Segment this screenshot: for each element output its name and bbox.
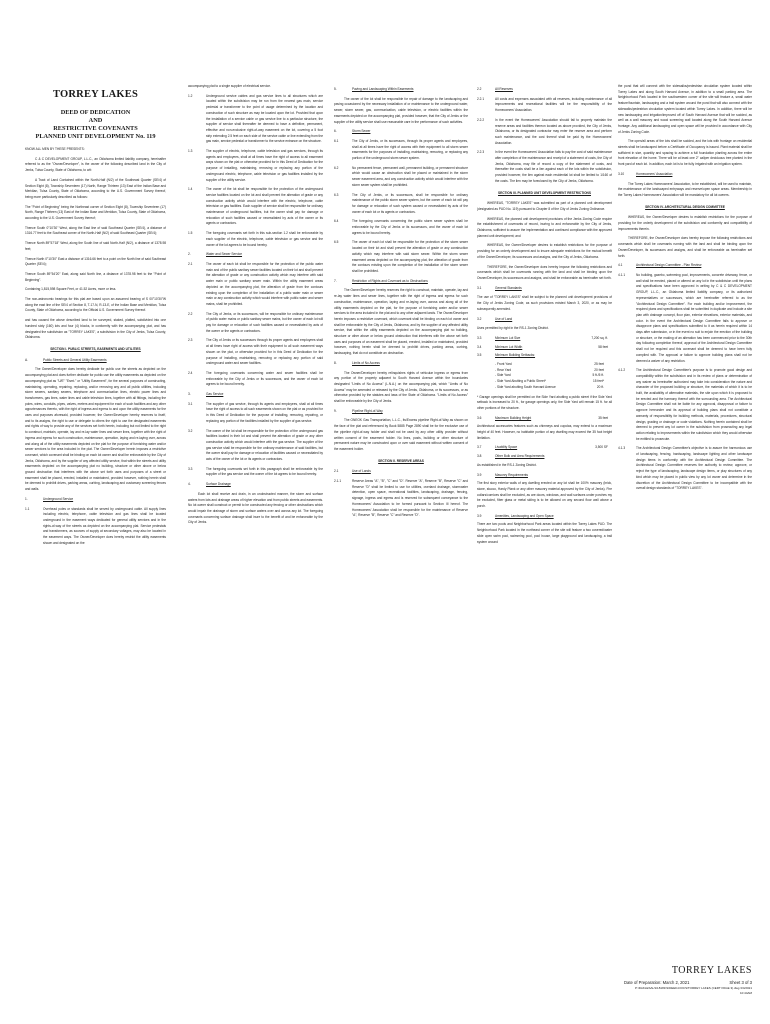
section-number: 1. (25, 496, 28, 501)
paragraph: The Torrey Lakes Homeowners' Association, to be established, will be used to maintain, the maintenance of the landscaped entryways and reserve/open space areas. Membership in the Torrey Lakes Homeowners' Association will be mandatory for all lot owners. (618, 181, 752, 197)
section-title: Use of Lands (352, 469, 371, 474)
paragraph: KNOW ALL MEN BY THESE PRESENTS: (25, 147, 85, 151)
section-number: 3.9 (477, 513, 482, 518)
subsection-text: In the event the Homeowners' Association should fail to properly maintain the reserve areas and facilities thereon located as above provided, the City of Jenks, Oklahoma, or its designated contractor may enter the reserve area and perform such maintenance, and the cost thereof shall be paid by the Homeowners' Association. (495, 117, 612, 145)
section-header (188, 252, 323, 258)
column-1 (25, 84, 166, 550)
section-heading: SECTION IV. ARCHITECTURAL DESIGN COMMITTEE (645, 204, 725, 209)
paragraph: WHEREAS, "TORREY LAKES" was submitted as part of a planned unit development (designated as PUD No. 119) pursuant to Chapter 8 of the City of Jenks Zoning Ordinance. (477, 201, 612, 211)
paragraph: Uses permitted by right in the RS-1 Zoning District. (477, 326, 549, 331)
subsection (334, 139, 468, 162)
paragraph: Thence South 89°54'20" East, along said North line, a distance of 1378.98 feet to the "Point of Beginning". (25, 271, 166, 282)
subsection-text: The Architectural Design Committee's purpose is to promote good design and compatibility within the subdivision and in its review of plans or determination of any waiver as hereinafter authorized may take into consideration the nature and character of the proposed building or structure, the materials of which it is to be built, the availability of alternative materials, the site upon which it is proposed to be erected and the harmony thereof with the surrounding area. The Architectural Design Committee shall not be liable for any approval, disapproval or failure to approve hereunder and its approval of building plans shall not constitute a warranty of responsibility for building methods, materials, procedures, structural design, grading or drainage or code violations. Nothing herein contained shall be deemed to prevent any lot owner in the subdivision from prosecuting any legal action relating to improvements within the subdivision which they would otherwise be entitled to prosecute. (636, 368, 752, 441)
setback-value: 20 feet (594, 367, 604, 372)
subsection-number: 1.5 (188, 231, 193, 236)
section-title: Public Streets and General Utility Easements (43, 357, 107, 362)
subsection-text: No permanent fence, permanent wall, permanent building, or permanent structure which would cause an obstruction shall be placed or maintained in the storm sewer easement area, and any construction activity which would interfere with the storm sewer system shall be prohibited. (352, 165, 468, 187)
setback-label: - Side Yard abutting South Harvard Avenue (495, 384, 556, 389)
paragraph: As established in the RS-1 Zoning District. (477, 462, 537, 467)
file-reference: P:\DAKLESALS\18181\S\DEED-DOCS\TORREY LAKES (CERT PAGE 3).dwg 3/4/2021 10:44AM (635, 986, 752, 995)
setback-label: - Side Yard Abutting a Public Street* (495, 379, 546, 384)
section-number: 3.7 (477, 445, 482, 450)
subsection-text: The owner of each lot shall be responsible for the protection of the public water main and of the public sanitary sewer facilities located on their lot and shall prevent the alteration of grade or any construction activity which may interfere with said water main or public sanitary sewer main. Within the utility easement areas depicted on the accompanying plat, the alteration of grade from the contours existing upon the completion of the installation of a public water main or sewer main or any construction activity which would interfere with public water and sewer mains, shall be prohibited. (206, 261, 323, 306)
subsection-number: 1.1 (25, 506, 30, 511)
subsection-number: 6.1 (334, 138, 339, 143)
section-header (618, 172, 752, 178)
paragraph: THEREFORE, the Owner/Developer does hereby impose the following restrictions and covenants which shall be covenants running with the land and shall be binding upon the Owner/Developer, its successors and assigns, and shall be enforceable as hereinafter set forth. (477, 264, 612, 280)
subsection-number: 4.1.2 (618, 368, 626, 373)
subsection-text: The foregoing covenants concerning the public storm sewer system shall be enforceable by the City of Jenks or its successors, and the owner of each lot agrees to be bound hereby. (352, 219, 468, 235)
subsection-number: 2.2.2 (477, 117, 485, 122)
section-title: General Standards (495, 285, 522, 290)
setback-row (495, 385, 612, 391)
subsection-number: 3.2 (188, 428, 193, 433)
subsection (25, 507, 166, 547)
requirement-value: 7,200 sq. ft. (591, 335, 608, 340)
section-title: Underground Service (43, 496, 74, 501)
section-number: 5. (334, 87, 337, 91)
subsection-text: The City of Jenks, or its successors, through its proper agents and employees, shall at all times have the right of access with their equipment to all storm sewer easements for the purposes of installing, maintaining, removing, or replacing any portion of the underground storm sewer system. (352, 138, 468, 161)
subsection (188, 371, 323, 388)
paragraph: The Owner/Developer hereby reserves the right to construct, maintain, operate, lay and re-lay water lines and sewer lines, together with the right of ingress and egress for such construction, maintenance, operation, laying and re-laying over, across and along all of the utility easements depicted on the plat, for the purpose of furnishing water and/or sewer services to the area included in the plat and to any other adjacent lands. The Owner/Developer herein imposes a restrictive covenant, which covenant shall be binding on each lot owner and shall be enforceable by the City of Jenks, Oklahoma, and by the supplier of any affected utility service, that within the utility easements depicted on the accompanying plat no building, structure or other above or below ground obstruction that interferes with the above set forth uses and purposes of an easement shall be placed, erected, installed or maintained, provided however, nothing herein shall be deemed to prohibit drives, parking areas, curbing, landscaping, that do not constitute an obstruction. (334, 288, 468, 356)
paragraph: The Owner/Developer does hereby dedicate for public use the streets as depicted on the accompanying plat and does further dedicate for public use the utility easements as depicted on the accompanying plat as "U/E" "Esmt." or "Utility Easement", for the several purposes of constructing, maintaining, operating, repairing, replacing, and/or removing any and all public utilities, including storm sewers, sanitary sewers, telephone and communication lines, electric power lines and transformers, gas lines, water lines and cable television lines, together with all fittings, including the poles, wires, conduits, pipes, valves, meters and equipment for each of such facilities and any other appurtenances thereto, with the right of ingress and egress to and upon the utility easements for the uses and purposes aforesaid, provided however, the Owner/Developer hereby reserves to itself, and to its assigns, the right to use or delegate to others the right to use the designated easements and rights of way to provide any of the services set forth herein, including but not limited to the right to construct, maintain, operate, lay and re-lay water lines and sewer lines, together with the right of ingress and egress for such construction, maintenance, operation, laying and re-laying over, across and along all of the utility easements depicted on the plat for the purpose of furnishing water and/or sewer services to the area included in the plat. The Owner/Developer herein imposes a restrictive covenant, which covenant shall be binding on each lot owner and shall be enforceable by the City of Jenks, Oklahoma, and by the supplier of any affected utility service, that within the streets and utility easements depicted on the accompanying plat no building, structure or other above or below ground obstruction that interferes with the above set forth uses and purposes of a street or easement shall be placed, erected, installed or maintained, provided however, nothing herein shall be deemed to prohibit drives, parking areas, curbing, landscaping and customary screening fences and walls. (25, 367, 166, 492)
setback-label: - Front Yard (495, 362, 512, 367)
subsection-text: The supplier of electric, telephone, cable television and gas services, through its agents and employees, shall at all times have the right of access to all easement ways shown on the plat or otherwise provided for in this Deed of Dedication for the purpose of installing, maintaining, removing or replacing any portion of the underground electric, telephone, cable television or gas facilities installed by the supplier of the utility service. (206, 149, 323, 182)
section-header (334, 279, 468, 285)
section-number: 3.5 (477, 353, 482, 358)
section-number: 6. (334, 129, 337, 134)
subsection-number: 2.2 (188, 311, 193, 316)
requirement-row (477, 514, 612, 520)
section-number: 3.1 (477, 285, 482, 290)
section-number: 3.9 (477, 472, 482, 477)
paragraph: WHEREAS, the planned unit development provisions of the Jenks Zoning Code require the establishment of covenants of record, inuring to and enforceable by the City of Jenks, Oklahoma, sufficient to assure the implementation and continued compliance with the approved planned unit development; and (477, 216, 612, 238)
paragraph: Architectural accessories features such as chimneys and cupolas, may extend to a maximum height of 40 feet. However, no habitable portion of any dwelling may exceed the 35 foot height limitation. (477, 424, 612, 440)
subsection-number: 6.5 (334, 240, 339, 245)
section-header (25, 497, 166, 503)
section-title: Surface Drainage (206, 482, 231, 487)
requirement-label: Amenities, Landscaping and Open Space (495, 513, 554, 518)
document-subtitle: DEED OF DEDICATION (60, 109, 131, 116)
section-number: 3.8 (477, 454, 482, 459)
section-header (334, 361, 468, 367)
paragraph: accompanying plat to a single supplier of electrical service. (188, 84, 271, 88)
requirement-row (477, 473, 612, 479)
requirement-row (477, 445, 612, 451)
section-title: Pipeline Right-of-Way (352, 408, 383, 413)
requirement-label: Other Bulk and Area Requirements (495, 454, 545, 459)
paragraph: Thence North 89°57'18" West, along the South line of said North-Half (N/2), a distance of 1378.98 feet; (25, 241, 166, 251)
subsection-text: The foregoing covenants set forth in this paragraph shall be enforceable by the supplier of the gas service and the owner of the lot agrees to be bound hereby. (206, 466, 323, 477)
section-title: Use of Land (495, 316, 513, 321)
paragraph: The "Point of Beginning" being the Northeast corner of Section Eight (8), Township Seventeen (17) North, Range Thirteen (13) East of the Indian Base and Meridian, Tulsa County, State of Oklahoma, according to the U.S. Government Survey thereof; (25, 204, 166, 221)
subsection (188, 262, 323, 308)
paragraph: the pond that will connect with the sidewalks/pedestrian circulation system located within Torrey Lakes and along South Harvard Avenue, in addition to a small parking area. The Neighborhood Park located in the southwestern corner of the site will feature a, small water feature/fountain, landscaping and a trail system around the pond that will also connect with the sidewalks/pedestrian circulation system located within Torrey Lakes. In addition, there will be new landscaping and irrigation/improved off of South Harvard Avenue that will be sodded, as well as a wall masonry and wood screening wall located along the South Harvard Avenue frontage. Any additional landscaping and open space will be provided in accordance with City of Jenks Zoning Code. (618, 84, 752, 134)
subsection-number: 3.1 (188, 401, 193, 406)
section-number: 9. (334, 408, 337, 413)
subsection-number: 2.4 (188, 370, 193, 375)
footnote: * Garage openings shall be permitted on the Side Yard abutting a public street if the Side Yard setback is increased to 20 ft., for garage openings only, the Side Yard will remain 15 ft. for all other portions of the structure. (477, 394, 612, 410)
subsection-text: The owner of the lot shall be responsible for the protection of the underground gas facilities located in their lot and shall prevent the alteration of grade or any other construction activity which would interfere with the gas service. The supplier of the gas service shall be responsible for the ordinary maintenance of said facilities, but the owner shall pay for damage or relocation of facilities caused or necessitated by acts of the owner of the lot or its agents or contractors. (206, 428, 323, 462)
section-title: Gas Service (206, 392, 224, 397)
requirement-row (477, 416, 612, 422)
subsection (618, 368, 752, 442)
section-number: 3.10 (618, 171, 625, 176)
subsection-text: The owner of each lot shall be responsible for the protection of the storm sewer located on their lot and shall prevent the alteration of grade or any construction activity which may interfere with said storm sewer. Within the storm sewer easement areas depicted on the accompanying plat, the alteration of grade from the contours existing upon the completion of the installation of the storm sewer shall be prohibited. (352, 240, 468, 273)
section-header (25, 358, 166, 364)
paragraph: WHEREAS, the Owner/Developer desires to establish restrictions for the purpose of providing for an orderly development and to insure adequate restrictions for the mutual benefit of the Owner/Developer, its successors and assigns, and the City of Jenks, Oklahoma. (477, 243, 612, 259)
requirement-value: 58 feet (598, 344, 608, 349)
subsection (334, 166, 468, 189)
requirement-label: Livability Space (495, 445, 518, 450)
paragraph: The ONEOK Gas Transportation, L.L.C., its/Excess pipeline Right-of-Way as shown on the face of the plat and referenced by Book 5885 Page 2890 shall be for the exclusive use of the pipeline right-of-way holder and shall not be used by any other utility provider without written consent of the easement holder. No lines, posts, building or other structure of permanent nature may be constructed upon or over said easement without written consent of the easement holder. (334, 418, 468, 451)
requirement-value: 3,500 SF (595, 445, 608, 450)
subsection-text: The owner of the lot shall be responsible for the protection of the underground service facilities located on the lot and shall prevent the alteration of grade or any construction activity which would interfere with the electric, telephone, cable television or gas facilities. Each supplier of service shall be responsible for ordinary maintenance of underground facilities, but the owner shall pay for damage or relocation of such facilities caused or necessitated by acts of the owner or its agents or contractors. (206, 187, 323, 226)
subsection (188, 429, 323, 463)
paragraph: Thence North 0°10'30" East a distance of 1316.66 feet to a point on the North line of said Southeast Quarter (SE/4); (25, 256, 166, 267)
paragraph: The open/all areas of the lots shall be sodded, and the lots with frontage on residential streets shall be landscaped before a Certificate of Occupancy is issued. Plant material shall be sufficient in size, quantity and spacing to achieve a full foundation planting across the entire front elevation of the home. There will be at least one 2" caliper deciduous tree planted in the front yard of each lot. In addition, each lot is to be fully irrigated with an irrigation system. (618, 139, 752, 167)
subsection (188, 94, 323, 145)
section-number: 3.3 (477, 335, 482, 340)
subsection (477, 118, 612, 147)
subsection-text: The Architectural Design Committee's objective is to assure the harmonious use of landscaping, fencing, hardscaping, landscape lighting and other landscape design items in conformity with the Architectural Design Committee. The Architectural Design Committee reserves the authority to review, approve, or reject the type of landscaping, landscape design items, or play structures of any kind which may be placed in public view by any lot owner and determine in the discretion of the Architectural Design Committee to be incompatible with the overall design standards of "TORREY LAKES". (636, 446, 752, 491)
section-number: 8. (334, 360, 337, 365)
section-header (188, 392, 323, 398)
section-title: All Reserves (495, 87, 513, 91)
section-number: 4. (188, 482, 191, 487)
paragraph: WHEREAS, the Owner/Developer desires to establish restrictions for the purpose of providing for the orderly development of the subdivision and conformity and compatibility of improvements therein. (618, 215, 752, 231)
setback-table (495, 362, 612, 391)
paragraph: and has caused the above described land to be surveyed, staked, platted, subdivided into one hundred sixty (160) lots and four (4) blocks, in conformity with the accompanying plat, and has designated the subdivision as "TORREY LAKES", a subdivision in the City of Jenks, Tulsa County, Oklahoma. (25, 318, 166, 340)
section-header (334, 409, 468, 415)
subsection-text: Underground service cables and gas service lines to all structures which are located within the subdivision may be run from the nearest gas main, service pedestal or transformer to the point of usage determined by the location and construction of such structure as may be located upon the lot. Provided that upon the installation of a service cable or gas service line to a particular structure, the supplier of service shall thereafter be deemed to have a definitive, permanent, effective and non-exclusive right-of-way easement on the lot, covering a 5 foot strip extending 2.5 feet on each side of the service cable or line extending from the gas main, service pedestal or transformer to the service entrance on the structure. (206, 93, 323, 144)
document-subtitle: RESTRICTIVE COVENANTS (53, 125, 138, 132)
section-header (477, 286, 612, 292)
section-title: Restriction of Rights and Covenant as to Obstructions (352, 278, 428, 283)
section-title: Limits of No Access (352, 360, 380, 365)
subsection-text: The City of Jenks, or its successors, shall be responsible for ordinary maintenance of the public storm sewer system, but the owner of each lot will pay for damage or relocation of such system caused or necessitated by acts of the owner of each lot or its agents or contractors. (352, 192, 468, 214)
subsection (477, 150, 612, 184)
section-title: Storm Sewer (352, 129, 371, 134)
column-3 (334, 84, 468, 523)
paragraph: The use of "TORREY LAKES" shall be subject to the planned unit development provisions of the City of Jenks Zoning Code, as such provisions existed March 3, 2020, or as may be subsequently amended. (477, 295, 612, 311)
section-number: 2.2 (477, 87, 482, 91)
paragraph: There are two pools and Neighborhood Park areas located within the Torrey Lakes PUD. The Neighborhood Park located in the northeast corner of the site will feature a two covered/water slide open swim pool, swimming pool, pool house, large playground and landscaping, a trail system around (477, 522, 612, 544)
subsection-number: 6.4 (334, 219, 339, 224)
requirement-row (477, 345, 612, 351)
section-title: Paving and Landscaping Within Easements (352, 87, 414, 91)
setback-value: 5 ft./5 ft. (592, 373, 604, 378)
subsection (188, 187, 323, 227)
subsection (188, 149, 323, 183)
subsection-number: 6.2 (334, 165, 339, 170)
column-4 (477, 84, 612, 549)
subsection-number: 1.2 (188, 93, 193, 98)
subsection-text: The City of Jenks, or its successors, will be responsible for ordinary maintenance of public water mains or public sanitary sewer mains, but the owner of each lot will pay for damage or relocation of such facilities caused or necessitated by acts of the owner or the agents or contractors. (206, 311, 323, 333)
subsection (334, 219, 468, 236)
section-title: Architectural Design Committee - Plan Review (636, 263, 702, 268)
subsection (188, 402, 323, 425)
setback-label: - Side Yard (495, 373, 511, 378)
subsection-number: 3.3 (188, 466, 193, 471)
requirement-row (477, 353, 612, 359)
section-number: 3. (188, 392, 191, 397)
sheet-title-block (624, 965, 752, 996)
section-header (188, 482, 323, 488)
section-header (477, 87, 612, 93)
subsection (188, 467, 323, 478)
subsection-text: The City of Jenks or its successors through its proper agents and employees shall at all times have right of access with their equipment to all such easement ways shown on the plat, or otherwise provided for in this Deed of Dedication for the purpose of installing, maintaining, removing or replacing any portion of said underground water and sewer facilities. (206, 338, 323, 366)
paragraph: Thence South 0°10'30" West, along the East line of said Southeast Quarter (SE/4), a distance of 1316.77 feet to the Southeast corner of the North-Half (N/2) of said Southeast Quarter (SE/4); (25, 225, 166, 236)
section-number: 7. (334, 278, 337, 283)
paragraph: The Owner/Developer hereby relinquishes rights of vehicular ingress or egress from any portion of the property adjacent to South Harvard Avenue within the boundaries designated "Limits of No Access" (L.N.A.) on the accompanying plat, which "Limits of No Access" may be amended or released by the City of Jenks, Oklahoma, or its successors, or as otherwise provided by the statutes and laws of the State of Oklahoma. "Limits of No Access" shall be enforceable by the City of Jenks. (334, 370, 468, 404)
subsection-text: The foregoing covenants set forth in this sub-section 1.2 shall be enforceable by each supplier of the electric, telephone, cable television or gas service and the owner of the lot agrees to be bound hereby. (206, 231, 323, 247)
section-number: 4.1 (618, 263, 623, 268)
section-title: Water and Sewer Service (206, 252, 243, 257)
paragraph: Containing 1,815,598 Square Feet, or 41.52 Acres, more or less. (25, 287, 117, 292)
section-header (334, 129, 468, 135)
paragraph: Each lot shall receive and drain, in an unobstructed manner, the storm and surface waters from lots and drainage areas of higher elevation and from public streets and easements. No lot owner shall construct or permit to be constructed any fencing or other obstructions which would impair the drainage of storm and surface waters over and across any lot. The foregoing covenants concerning surface drainage shall inure to the benefit of and be enforceable by the City of Jenks. (188, 491, 323, 525)
subsection-number: 1.3 (188, 149, 193, 154)
paragraph: The non-astronomic bearings for this plat are based upon an assumed bearing of S 00°10'30"W along the east line of the SE/4 of Section 8, T-17-N, R-13-E, of the Indian Base and Meridian, Tulsa County, State of Oklahoma, according to the Official U.S. Government Survey thereof. (25, 297, 166, 313)
subsection-number: 6.3 (334, 192, 339, 197)
requirement-row (477, 336, 612, 342)
section-title: Homeowners' Association (636, 171, 673, 176)
subsection (334, 240, 468, 274)
subsection (188, 231, 323, 248)
section-number: 2. (188, 252, 191, 257)
section-heading: SECTION III. PLANNED UNIT DEVELOPMENT RESTRICTIONS (498, 190, 591, 195)
subsection-text: No building, gazebo, swimming pool, improvements, concrete driveway, fence, or wall shall be erected, placed or altered on any lot in the subdivision until the plans and specifications have been approved in writing by C & C DEVELOPMENT GROUP, L.L.C., an Oklahoma limited liability company, or its authorized representatives or successors, which are hereinafter referred to as the "Architectural Design Committee". For each building and/or improvement, the required plans and specifications shall be submitted in duplicate and include a site plan with drainage concept, floor plan, exterior elevations, exterior materials, and color. In the event the Architectural Design Committee fails to approve or disapprove plans and specifications submitted to it as herein required within 14 days after submission, or in the event no suit to enjoin the erection of the building or structure, or the making of an alteration has been commenced prior to the 30th day following completion thereof, approval of the Architectural Design Committee shall not be required and this covenant shall be deemed to have been fully complied with. The approval or failure to approve building plans shall not be deemed a waiver of any restriction. (636, 272, 752, 363)
requirement-label: Masonry Requirements (495, 472, 528, 477)
document-subtitle: PLANNED UNIT DEVELOPMENT No. 119 (35, 133, 156, 140)
requirement-row (477, 454, 612, 460)
subsection-number: 2.1.1 (334, 479, 342, 484)
paragraph: The owner of the lot shall be responsible for repair of damage to the landscaping and paving occasioned by the necessary installation of or maintenance to the underground water, sewer, storm sewer, gas, communication, cable television, or electric facilities within the easements depicted on the accompanying plat, provided however, that the City of Jenks or the supplier of the utility service shall use reasonable care in the performance of such activities. (334, 96, 468, 124)
title-block (25, 88, 166, 141)
subsection (334, 193, 468, 216)
setback-value: 25 feet (594, 362, 604, 367)
section-header (618, 263, 752, 269)
subsection (188, 312, 323, 335)
section-heading: SECTION I. PUBLIC STREETS, EASEMENTS AND UTILITIES (50, 346, 141, 351)
subsection-text: The supplier of gas service, through its agents and employees, shall at all times have the right of access to all such easements shown on the plat or as provided for in this Deed of Dedication for the purpose of installing, removing, repairing, or replacing any portion of the facilities installed by the supplier of gas service. (206, 401, 323, 423)
subsection-number: 1.4 (188, 187, 193, 192)
paragraph: A Tract of Land Contained within the North-Half (N/2) of the Southeast Quarter (SE/4) of Section Eight (8), Township Seventeen (17) North, Range Thirteen (13) East of the Indian Base and Meridian, Tulsa County, State of Oklahoma, according to the U.S. Government Survey thereof, being more particularly described as follows: (25, 177, 166, 199)
sheet-number: Sheet 3 of 3 (729, 980, 752, 985)
section-number: A. (25, 357, 29, 362)
subsection-text: Overhead poles or standards shall be served by underground cable. All supply lines including electric, telephone, cable television and gas lines shall be located underground in the easement ways dedicated for general utility services and in the rights-of-way of the streets as depicted on the accompanying plat. Service pedestals and transformers, as sources of supply at secondary voltages, may also be located in the easement ways. The Owner/Developer does hereby restrict the utility easements shown and designated on the (43, 506, 166, 545)
subsection-number: 2.2.1 (477, 96, 485, 101)
subsection (618, 446, 752, 492)
section-number: 3.2 (477, 316, 482, 321)
subsection-number: 4.1.1 (618, 272, 626, 277)
section-header (334, 469, 468, 475)
document-subtitle: AND (88, 117, 103, 124)
subsection-text: All costs and expenses associated with all reserves, including maintenance of all improvements and recreational facilities will be the responsibility of the Homeowners' Association. (495, 96, 612, 113)
section-number: 3.4 (477, 344, 482, 349)
requirement-value: 35 feet (598, 415, 608, 420)
requirement-label: Minimum Lot Width (495, 344, 523, 349)
column-2 (188, 84, 323, 530)
subsection-number: 2.3 (188, 338, 193, 343)
setback-value: 20 ft. (596, 384, 604, 389)
section-number: 3.6 (477, 415, 482, 420)
subsection-text: The foregoing covenants concerning water and sewer facilities shall be enforceable by the City of Jenks or its successors, and the owner of each lot agrees to be bound hereby. (206, 370, 323, 387)
subsection-number: 2.2.3 (477, 150, 485, 155)
subsection (477, 97, 612, 114)
requirement-label: Minimum Building Setbacks: (495, 353, 536, 358)
section-header (334, 87, 468, 93)
sheet-info-row (624, 979, 752, 986)
requirement-label: Minimum Lot Size (495, 335, 521, 340)
document-title: TORREY LAKES (53, 89, 138, 100)
subsection (188, 338, 323, 367)
paragraph: THEREFORE, the Owner/Developer does hereby impose the following restrictions and covenants which shall be covenants running with the land and shall be binding upon the Owner/Developer, its successors and assigns, and shall be enforceable as hereinafter set forth. (618, 236, 752, 258)
subsection-text: In the event the Homeowners' Association fails to pay the cost of said maintenance after completion of the maintenance and receipt of a statement of costs, the City of Jenks, Oklahoma, may file of record a copy of the statement of costs, and thereafter the costs shall be a lien against each of the lots within the subdivision, provided however, the lien against each residential lot shall be limited to 1/160 of the costs. The lien may be foreclosed by the City of Jenks, Oklahoma. (495, 150, 612, 183)
column-5 (618, 84, 752, 496)
requirement-label: Maximum Building Height (495, 415, 532, 420)
paragraph: C & C DEVELOPMENT GROUP, L.L.C., an Oklahoma limited liability company, hereinafter referred to as the "Owner/Developer", is the owner of the following described land in the City of Jenks, Tulsa County, State of Oklahoma, to wit: (25, 156, 166, 173)
section-header (477, 317, 612, 323)
subsection-number: 4.1.3 (618, 446, 626, 451)
sheet-title: TORREY LAKES (671, 965, 752, 976)
paragraph: The first story exterior walls of any dwelling erected on any lot shall be 100% masonry (brick, stone, stucco, Hardy Plank or any other masonry material approved by the City of Jenks). Fire collars/cornices shall be excluded, as are doors, windows, and wall surfaces under porches my be excluded, fiber glass or metal siding is to be allowed on any second floor wall above a porch. (477, 481, 612, 509)
subsection (334, 479, 468, 519)
setback-label: - Rear Yard (495, 367, 512, 372)
section-number: 2.1 (334, 469, 339, 474)
preparation-date: Date of Preparation: March 2, 2021 (624, 980, 690, 985)
setback-value: 15 feet* (593, 379, 604, 384)
subsection-number: 2.1 (188, 261, 193, 266)
subsection-text: Reserve Areas "A", "B", "C" and "D". Reserve "A", Reserve "B", Reserve "C" and Reserve "D" shall be limited to use for utilities, overland drainage, stormwater detention, open space, recreational facilities, landscaping, drainage, fencing, signage, ingress and egress and is reserved for subsequent conveyance to the Homeowners' Association to be formed pursuant to Section III hereof. The Homeowners' Association shall be responsible for the maintenance of Reserve "A", Reserve "B", Reserve "C" and Reserve "D". (352, 479, 468, 518)
section-heading: SECTION II. RESERVE AREAS (378, 458, 424, 463)
subsection (618, 273, 752, 364)
